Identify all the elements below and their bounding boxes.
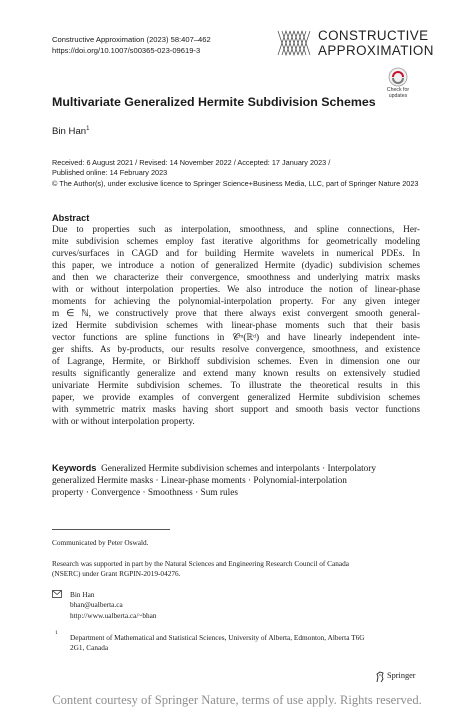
badge-text [380,87,416,99]
article-title: Multivariate Generalized Hermite Subdivision Schemes [52,95,376,109]
dates-line: Published online: 14 February 2023 [52,168,168,178]
affiliation [70,633,422,654]
abstract-line: univariate Hermite subdivision schemes. To illustrate the theoretical results in this [52,381,420,392]
journal-logo [276,27,434,61]
abstract-line: results significantly generalize and extend many known results on extensively studied [52,369,420,380]
badge-line: updates [388,93,408,99]
abstract-line: ger shifts. As by-products, our results resolve convergence, smoothness, and existence [52,345,420,356]
doi-link[interactable]: https://doi.org/10.1007/s00365-023-09619-3 [52,45,201,55]
keywords-line [52,462,420,475]
abstract-line: this paper, we introduce a notion of generalized Hermite (dyadic) subdivision schemes [52,261,420,272]
abstract-line: and then we characterize their convergence, smoothness and underlying matrix masks [52,273,420,284]
courtesy-notice: Content courtesy of Springer Nature, terms of use apply. Rights reserved. [52,693,422,707]
contact-email[interactable]: bhan@ualberta.ca [70,600,123,610]
dates-line: Received: 6 August 2021 / Revised: 14 November 2022 / Accepted: 17 January 2023 / [52,158,331,167]
abstract-line: curves/surfaces in CAGD and for building Hermite wavelets in numerical PDEs. In [52,249,420,260]
author-line [52,126,89,137]
copyright-line: © The Author(s), under exclusive licence to Springer Science+Business Media, LLC, part of Springer Nature 2023 [52,178,419,188]
abstract-line: paper, we provide examples of convergent generalized Hermite subdivision schemes [52,393,420,404]
badge-line: Check for [386,87,410,93]
abstract-line: vector functions are spline functions in 𝒞ᵐ(ℝᵈ) and have linearly independent inte- [52,333,420,344]
abstract-line: mite subdivision schemes employ fast iterative algorithms for geometrically modeling [52,237,420,248]
abstract-line: ized Hermite subdivision schemes with linear-phase moments such that their basis [52,321,420,332]
abstract-heading: Abstract [52,213,90,223]
footnote-divider [52,529,170,530]
abstract-line: Due to properties such as interpolation, smoothness, and spline connections, Her- [52,225,420,235]
envelope-icon [52,590,62,598]
publisher-name: Springer [387,671,416,680]
author-name: Bin Han [52,126,87,138]
journal-logo-icon [276,27,316,59]
contact-url[interactable]: http://www.ualberta.ca/~bhan [70,610,157,620]
affiliation-line: Department of Mathematical and Statistical Sciences, University of Alberta, Edmonton, Alberta T6G [70,633,365,642]
check-for-updates-icon [380,67,416,87]
contact-info [70,590,157,621]
funding-note [52,559,422,580]
citation-line: Constructive Approximation (2023) 58:407–462 [52,35,211,44]
check-for-updates-badge[interactable] [380,67,416,103]
abstract-line: moments for achieving the polynomial-interpolation property. For any given integer [52,297,420,308]
abstract-body [52,224,420,428]
funding-line: Research was supported in part by the Natural Sciences and Engineering Research Council of Canada [52,559,350,568]
keywords-line: property · Convergence · Smoothness · Sum rules [52,488,238,499]
journal-citation [52,35,211,56]
abstract-line: with or without interpolation property. [52,417,195,428]
journal-name-line: APPROXIMATION [318,43,434,58]
funding-line: (NSERC) under Grant RGPIN-2019-04276. [52,569,181,579]
affiliation-number: 1 [55,630,58,636]
publication-dates [52,158,432,189]
abstract-line: with symmetric matrix masks having short support and smooth basis vector functions [52,405,420,416]
communicated-by: Communicated by Peter Oswald. [52,538,149,547]
affiliation-line: 2G1, Canada [70,643,109,653]
journal-name [318,28,434,58]
abstract-line: with or without interpolation properties. We also introduce the notion of linear-phase [52,285,420,296]
springer-horse-icon [375,671,385,683]
keywords-text: Generalized Hermite subdivision schemes and interpolants · Interpolatory [101,464,377,474]
journal-name-line: CONSTRUCTIVE [318,28,429,43]
abstract-line: of Lagrange, Hermite, or Birkhoff subdivision schemes. Even in dimension one our [52,357,420,368]
publisher-logo [375,670,425,682]
affiliation-mark: 1 [86,126,90,132]
contact-name: Bin Han [70,590,95,599]
keywords-line: generalized Hermite masks · Linear-phase moments · Polynomial-interpolation [52,476,347,487]
keywords-block [52,462,420,499]
abstract-line: m ∈ ℕ, we constructively prove that there always exist convergent smooth general- [52,309,420,320]
keywords-label: Keywords [52,463,97,473]
